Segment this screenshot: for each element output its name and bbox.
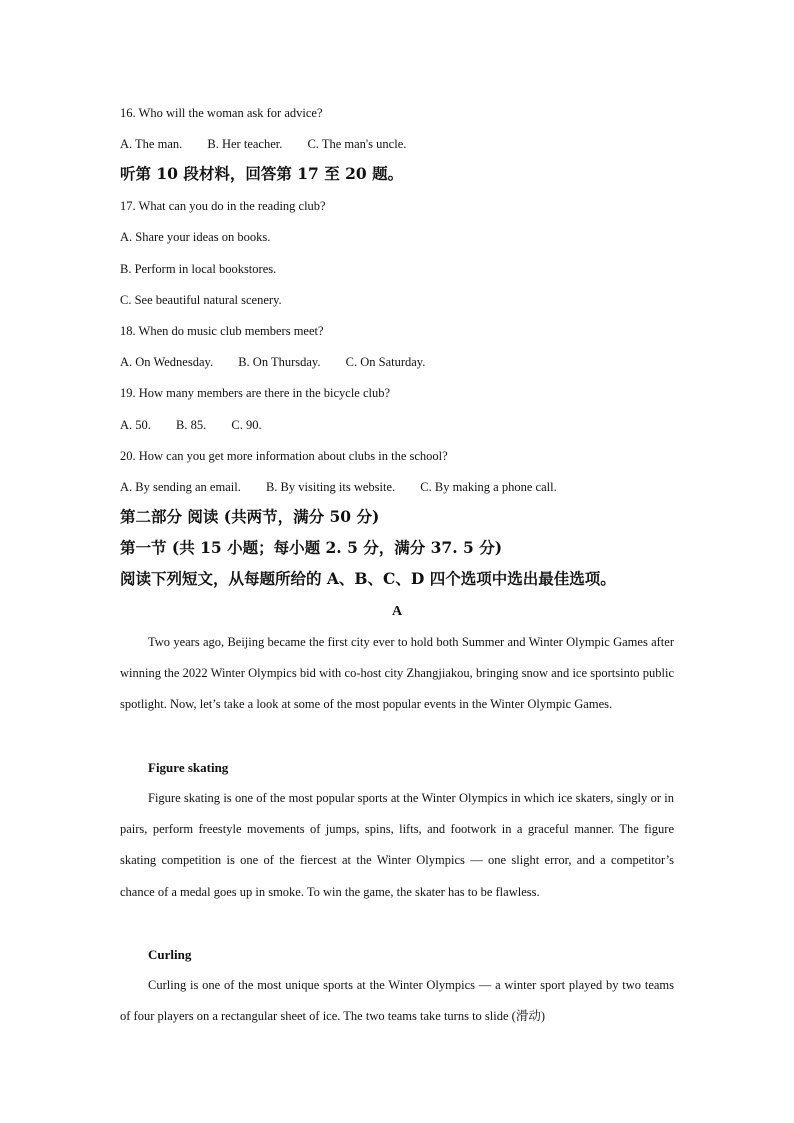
curling-paragraph: Curling is one of the most unique sports at the Winter Olympics — a winter sport played by two teams of four players on a rectangular sheet of ice. The two teams take turns to slide (滑动) (120, 978, 674, 1024)
q20-option-a: A. By sending an email. (120, 480, 241, 494)
part2-title: 第二部分 阅读 (共两节，满分 50 分) (120, 507, 380, 526)
q20-option-c: C. By making a phone call. (420, 480, 557, 494)
q16-option-c: C. The man's uncle. (307, 137, 407, 151)
intro-paragraph: Two years ago, Beijing became the first city ever to hold both Summer and Winter Olympic Games after winning the 2022 Winter Olympics bid with co-host city Zhangjiakou, bringing snow and ice sportsinto public spotlight. Now, let’s take a look at some of the most popular events in the Winter Olympic Games. (120, 635, 674, 712)
q16-options (120, 136, 674, 152)
q18-question: 18. When do music club members meet? (120, 324, 324, 338)
q18-option-c: C. On Saturday. (345, 355, 426, 369)
listening-instruction: 听第 10 段材料，回答第 17 至 20 题。 (120, 164, 404, 183)
q20-options (120, 479, 674, 495)
figure-skating-paragraph: Figure skating is one of the most popular sports at the Winter Olympics in which ice skaters, singly or in pairs, perform freestyle movements of jumps, spins, lifts, and footwork in a graceful manner. The figure skating competition is one of the fiercest at the Winter Olympics — one slight error, and a competitor’s chance of a medal goes up in smoke. To win the game, the skater has to be flawless. (120, 791, 674, 899)
q19-option-a: A. 50. (120, 418, 151, 432)
q19-options (120, 417, 674, 433)
q16-option-a: A. The man. (120, 137, 183, 151)
q20-question: 20. How can you get more information about clubs in the school? (120, 449, 448, 463)
q16-option-b: B. Her teacher. (207, 137, 283, 151)
q18-option-b: B. On Thursday. (238, 355, 321, 369)
q20-option-b: B. By visiting its website. (265, 480, 396, 494)
q19-option-b: B. 85. (176, 418, 207, 432)
q19-option-c: C. 90. (231, 418, 262, 432)
q17-option-c: C. See beautiful natural scenery. (120, 293, 282, 307)
q17-question: 17. What can you do in the reading club? (120, 199, 326, 213)
q18-options (120, 354, 674, 370)
passage-label: A (391, 604, 403, 619)
q18-option-a: A. On Wednesday. (120, 355, 214, 369)
q17-option-a: A. Share your ideas on books. (120, 230, 271, 244)
q19-question: 19. How many members are there in the bicycle club? (120, 386, 391, 400)
q16-question: 16. Who will the woman ask for advice? (120, 106, 323, 120)
figure-skating-heading: Figure skating (148, 760, 229, 775)
section1-title: 第一节 (共 15 小题；每小题 2. 5 分，满分 37. 5 分) (120, 538, 503, 557)
q17-option-b: B. Perform in local bookstores. (120, 262, 277, 276)
curling-heading: Curling (148, 947, 192, 962)
reading-instruction: 阅读下列短文，从每题所给的 A、B、C、D 四个选项中选出最佳选项。 (120, 569, 616, 588)
